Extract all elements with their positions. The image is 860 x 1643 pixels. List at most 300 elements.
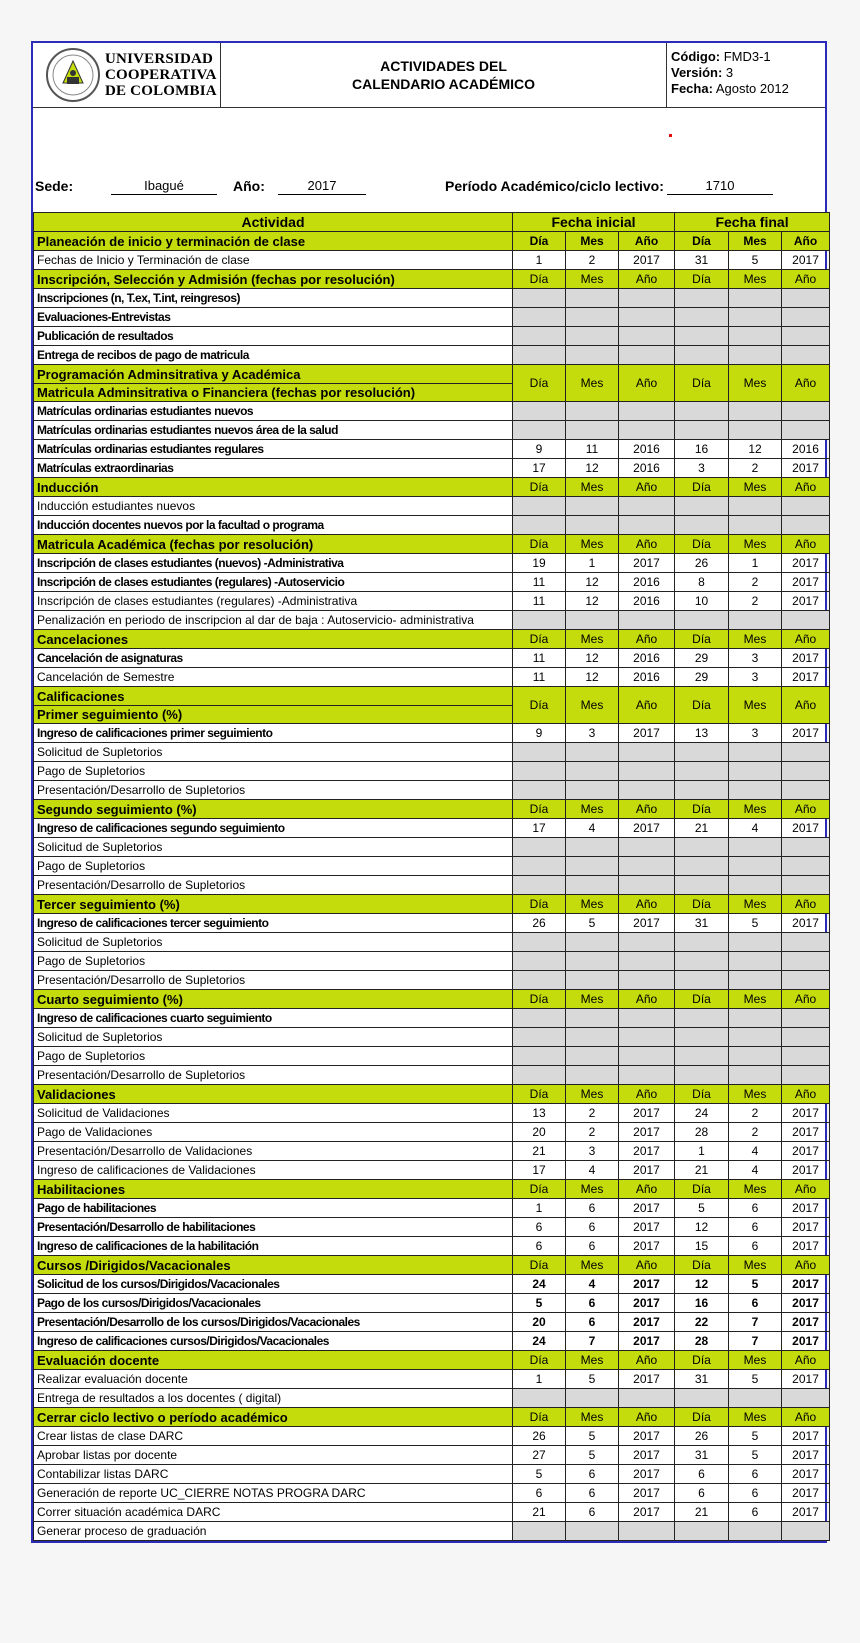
start-date-cell: 2017 (619, 1370, 675, 1389)
column-label-mes: Mes (729, 365, 782, 402)
empty-date-cell (566, 421, 619, 440)
column-label-dia: Día (513, 535, 566, 554)
start-date-cell: 2017 (619, 1332, 675, 1351)
table-row (34, 857, 830, 876)
column-label-mes: Mes (729, 270, 782, 289)
blank-area (33, 108, 825, 164)
start-date-cell: 6 (566, 1294, 619, 1313)
column-label-mes: Mes (566, 478, 619, 497)
column-label-anio: Año (619, 800, 675, 819)
end-date-cell: 2 (729, 1104, 782, 1123)
column-label-anio: Año (782, 1085, 830, 1104)
table-row (34, 1332, 830, 1351)
empty-date-cell (782, 289, 830, 308)
empty-date-cell (729, 497, 782, 516)
activity-label: Solicitud de Validaciones (34, 1104, 513, 1123)
empty-date-cell (729, 876, 782, 895)
end-date-cell: 2 (729, 459, 782, 478)
column-label-mes: Mes (566, 1180, 619, 1199)
empty-date-cell (566, 289, 619, 308)
activity-label: Crear listas de clase DARC (34, 1427, 513, 1446)
start-date-cell: 11 (566, 440, 619, 459)
empty-date-cell (513, 1522, 566, 1541)
activity-label: Matrículas ordinarias estudiantes nuevos (34, 402, 513, 421)
column-label-dia: Día (675, 270, 729, 289)
empty-date-cell (729, 838, 782, 857)
start-date-cell: 2016 (619, 668, 675, 687)
table-row (34, 1142, 830, 1161)
start-date-cell: 12 (566, 668, 619, 687)
column-label-mes: Mes (729, 1351, 782, 1370)
empty-date-cell (675, 346, 729, 365)
start-date-cell: 12 (566, 649, 619, 668)
activity-label: Presentación/Desarrollo de Supletorios (34, 781, 513, 800)
start-date-cell: 6 (566, 1313, 619, 1332)
column-label-anio: Año (782, 1180, 830, 1199)
start-date-cell: 3 (566, 1142, 619, 1161)
empty-date-cell (782, 1009, 830, 1028)
column-label-mes: Mes (566, 365, 619, 402)
end-date-cell: 2017 (782, 1370, 830, 1389)
table-row (34, 327, 830, 346)
start-date-cell: 1 (513, 1199, 566, 1218)
start-date-cell: 9 (513, 724, 566, 743)
column-label-mes: Mes (729, 535, 782, 554)
end-date-cell: 16 (675, 440, 729, 459)
start-date-cell: 3 (566, 724, 619, 743)
start-date-cell: 2016 (619, 440, 675, 459)
column-label-anio: Año (782, 1351, 830, 1370)
empty-date-cell (729, 1009, 782, 1028)
start-date-cell: 2 (566, 1104, 619, 1123)
table-row (34, 1294, 830, 1313)
end-date-cell: 2017 (782, 1313, 830, 1332)
empty-date-cell (782, 611, 830, 630)
activity-label: Presentación/Desarrollo de Supletorios (34, 876, 513, 895)
activity-label: Inscripción de clases estudiantes (regulares) -Administrativa (34, 592, 513, 611)
empty-date-cell (513, 308, 566, 327)
column-label-anio: Año (782, 895, 830, 914)
start-date-cell: 7 (566, 1332, 619, 1351)
column-label-anio: Año (619, 535, 675, 554)
empty-date-cell (513, 1389, 566, 1408)
end-date-cell: 2017 (782, 819, 830, 838)
section-title: Tercer seguimiento (%) (34, 895, 513, 914)
empty-date-cell (675, 1389, 729, 1408)
empty-date-cell (566, 743, 619, 762)
column-label-dia: Día (675, 630, 729, 649)
table-row (34, 1313, 830, 1332)
column-label-dia: Día (675, 365, 729, 402)
empty-date-cell (782, 497, 830, 516)
col-fecha-inicial: Fecha inicial (513, 213, 675, 232)
column-label-anio: Año (782, 232, 830, 251)
end-date-cell: 31 (675, 1370, 729, 1389)
section-header (34, 800, 830, 819)
end-date-cell: 5 (729, 1446, 782, 1465)
start-date-cell: 20 (513, 1123, 566, 1142)
empty-date-cell (513, 421, 566, 440)
end-date-cell: 4 (729, 1142, 782, 1161)
column-label-mes: Mes (729, 895, 782, 914)
start-date-cell: 1 (513, 251, 566, 270)
empty-date-cell (513, 838, 566, 857)
end-date-cell: 2017 (782, 251, 830, 270)
column-label-mes: Mes (566, 687, 619, 724)
table-row (34, 1028, 830, 1047)
empty-date-cell (729, 1389, 782, 1408)
end-date-cell: 2017 (782, 914, 830, 933)
start-date-cell: 13 (513, 1104, 566, 1123)
end-date-cell: 15 (675, 1237, 729, 1256)
column-label-anio: Año (619, 270, 675, 289)
end-date-cell: 5 (729, 914, 782, 933)
table-row (34, 724, 830, 743)
start-date-cell: 2017 (619, 1503, 675, 1522)
section-title: Cursos /Dirigidos/Vacacionales (34, 1256, 513, 1275)
end-date-cell: 3 (729, 724, 782, 743)
column-label-dia: Día (675, 1256, 729, 1275)
table-row (34, 971, 830, 990)
start-date-cell: 2016 (619, 649, 675, 668)
table-row (34, 1047, 830, 1066)
column-label-dia: Día (675, 990, 729, 1009)
empty-date-cell (619, 838, 675, 857)
empty-date-cell (675, 952, 729, 971)
empty-date-cell (619, 611, 675, 630)
end-date-cell: 2017 (782, 1446, 830, 1465)
empty-date-cell (513, 952, 566, 971)
section-title: Inducción (34, 478, 513, 497)
start-date-cell: 6 (566, 1237, 619, 1256)
column-label-dia: Día (513, 1180, 566, 1199)
column-label-mes: Mes (566, 800, 619, 819)
section-header (34, 270, 830, 289)
column-label-mes: Mes (566, 895, 619, 914)
empty-date-cell (619, 327, 675, 346)
end-date-cell: 2017 (782, 1427, 830, 1446)
empty-date-cell (782, 1066, 830, 1085)
activity-label: Penalización en periodo de inscripcion al dar de baja : Autoservicio- administrativa (34, 611, 513, 630)
column-label-mes: Mes (566, 535, 619, 554)
end-date-cell: 12 (675, 1218, 729, 1237)
activity-label: Ingreso de calificaciones primer seguimiento (34, 724, 513, 743)
column-label-anio: Año (782, 365, 830, 402)
column-label-anio: Año (619, 365, 675, 402)
end-date-cell: 7 (729, 1313, 782, 1332)
end-date-cell: 8 (675, 573, 729, 592)
activity-label: Entrega de resultados a los docentes ( digital) (34, 1389, 513, 1408)
end-date-cell: 3 (729, 668, 782, 687)
column-label-mes: Mes (566, 270, 619, 289)
empty-date-cell (729, 516, 782, 535)
section-header (34, 1351, 830, 1370)
anio-label: Año: (233, 178, 265, 194)
start-date-cell: 2016 (619, 573, 675, 592)
end-date-cell: 4 (729, 1161, 782, 1180)
empty-date-cell (566, 762, 619, 781)
table-row (34, 346, 830, 365)
start-date-cell: 2017 (619, 1465, 675, 1484)
table-row (34, 819, 830, 838)
section-title: Matricula Académica (fechas por resolución) (34, 535, 513, 554)
end-date-cell: 2017 (782, 668, 830, 687)
start-date-cell: 2017 (619, 1104, 675, 1123)
sede-value: Ibagué (111, 178, 217, 195)
periodo-value: 1710 (667, 178, 773, 195)
column-label-dia: Día (675, 535, 729, 554)
empty-date-cell (729, 308, 782, 327)
empty-date-cell (513, 781, 566, 800)
table-row (34, 611, 830, 630)
column-label-anio: Año (782, 535, 830, 554)
activity-label: Pago de habilitaciones (34, 1199, 513, 1218)
column-label-mes: Mes (566, 1408, 619, 1427)
start-date-cell: 11 (513, 592, 566, 611)
empty-date-cell (513, 876, 566, 895)
section-title: Cuarto seguimiento (%) (34, 990, 513, 1009)
end-date-cell: 6 (675, 1465, 729, 1484)
column-label-dia: Día (513, 1085, 566, 1104)
activity-label: Realizar evaluación docente (34, 1370, 513, 1389)
empty-date-cell (675, 516, 729, 535)
activity-label: Entrega de recibos de pago de matricula (34, 346, 513, 365)
table-row (34, 516, 830, 535)
end-date-cell: 2017 (782, 1503, 830, 1522)
empty-date-cell (566, 402, 619, 421)
column-label-anio: Año (782, 800, 830, 819)
column-label-anio: Año (782, 630, 830, 649)
column-label-anio: Año (619, 232, 675, 251)
table-row (34, 1237, 830, 1256)
table-row (34, 1370, 830, 1389)
empty-date-cell (675, 327, 729, 346)
periodo-label: Período Académico/ciclo lectivo: (445, 178, 664, 194)
column-label-anio: Año (619, 1085, 675, 1104)
empty-date-cell (619, 289, 675, 308)
end-date-cell: 5 (729, 1370, 782, 1389)
empty-date-cell (675, 971, 729, 990)
end-date-cell: 2017 (782, 1237, 830, 1256)
end-date-cell: 31 (675, 914, 729, 933)
empty-date-cell (782, 838, 830, 857)
info-line (33, 164, 825, 212)
end-date-cell: 24 (675, 1104, 729, 1123)
column-label-mes: Mes (566, 1256, 619, 1275)
empty-date-cell (566, 933, 619, 952)
table-row (34, 592, 830, 611)
empty-date-cell (782, 971, 830, 990)
empty-date-cell (566, 876, 619, 895)
table-row (34, 497, 830, 516)
start-date-cell: 11 (513, 649, 566, 668)
column-label-mes: Mes (729, 1256, 782, 1275)
activity-label: Inducción estudiantes nuevos (34, 497, 513, 516)
start-date-cell: 6 (566, 1218, 619, 1237)
col-actividad: Actividad (34, 213, 513, 232)
empty-date-cell (513, 516, 566, 535)
column-label-anio: Año (619, 1351, 675, 1370)
empty-date-cell (729, 1522, 782, 1541)
empty-date-cell (782, 762, 830, 781)
empty-date-cell (675, 289, 729, 308)
empty-date-cell (619, 402, 675, 421)
start-date-cell: 2016 (619, 459, 675, 478)
section-header (34, 990, 830, 1009)
start-date-cell: 12 (566, 573, 619, 592)
start-date-cell: 5 (566, 1446, 619, 1465)
start-date-cell: 17 (513, 819, 566, 838)
start-date-cell: 2017 (619, 1484, 675, 1503)
start-date-cell: 12 (566, 459, 619, 478)
end-date-cell: 2017 (782, 1142, 830, 1161)
end-date-cell: 2017 (782, 649, 830, 668)
empty-date-cell (782, 952, 830, 971)
activity-label: Presentación/Desarrollo de los cursos/Dirigidos/Vacacionales (34, 1313, 513, 1332)
activity-label: Ingreso de calificaciones cuarto seguimiento (34, 1009, 513, 1028)
empty-date-cell (729, 1066, 782, 1085)
empty-date-cell (675, 1522, 729, 1541)
table-row (34, 402, 830, 421)
start-date-cell: 2017 (619, 914, 675, 933)
empty-date-cell (513, 1047, 566, 1066)
end-date-cell: 2017 (782, 724, 830, 743)
empty-date-cell (729, 402, 782, 421)
activity-label: Matrículas extraordinarias (34, 459, 513, 478)
table-row (34, 914, 830, 933)
sede-label: Sede: (35, 178, 74, 194)
activity-label: Contabilizar listas DARC (34, 1465, 513, 1484)
university-logo (33, 43, 221, 107)
start-date-cell: 9 (513, 440, 566, 459)
empty-date-cell (513, 402, 566, 421)
end-date-cell: 2017 (782, 1294, 830, 1313)
table-row (34, 649, 830, 668)
empty-date-cell (782, 308, 830, 327)
section-title: Validaciones (34, 1085, 513, 1104)
start-date-cell: 2017 (619, 1142, 675, 1161)
end-date-cell: 6 (729, 1294, 782, 1313)
empty-date-cell (566, 971, 619, 990)
table-row (34, 668, 830, 687)
end-date-cell: 4 (729, 819, 782, 838)
empty-date-cell (729, 289, 782, 308)
empty-date-cell (619, 1028, 675, 1047)
end-date-cell: 21 (675, 1503, 729, 1522)
empty-date-cell (513, 289, 566, 308)
start-date-cell: 2016 (619, 592, 675, 611)
start-date-cell: 24 (513, 1275, 566, 1294)
table-header (34, 213, 830, 232)
calendar-sheet (31, 41, 827, 1543)
column-label-anio: Año (782, 687, 830, 724)
end-date-cell: 2017 (782, 1104, 830, 1123)
university-name: UNIVERSIDAD COOPERATIVA DE COLOMBIA (105, 51, 217, 99)
start-date-cell: 2017 (619, 724, 675, 743)
table-row (34, 1389, 830, 1408)
empty-date-cell (566, 1028, 619, 1047)
start-date-cell: 6 (566, 1484, 619, 1503)
end-date-cell: 26 (675, 554, 729, 573)
activity-label: Inducción docentes nuevos por la facultad o programa (34, 516, 513, 535)
section-title: Evaluación docente (34, 1351, 513, 1370)
column-label-mes: Mes (729, 478, 782, 497)
empty-date-cell (619, 1066, 675, 1085)
start-date-cell: 2017 (619, 1237, 675, 1256)
red-mark (669, 134, 672, 137)
activity-label: Solicitud de Supletorios (34, 1028, 513, 1047)
empty-date-cell (782, 933, 830, 952)
start-date-cell: 1 (566, 554, 619, 573)
column-label-anio: Año (619, 990, 675, 1009)
table-row (34, 1218, 830, 1237)
activity-label: Pago de Supletorios (34, 857, 513, 876)
activity-label: Solicitud de Supletorios (34, 933, 513, 952)
section-header (34, 1408, 830, 1427)
start-date-cell: 24 (513, 1332, 566, 1351)
empty-date-cell (675, 781, 729, 800)
section-title: Inscripción, Selección y Admisión (fechas por resolución) (34, 270, 513, 289)
section-title: Habilitaciones (34, 1180, 513, 1199)
start-date-cell: 12 (566, 592, 619, 611)
table-row (34, 1009, 830, 1028)
activity-label: Presentación/Desarrollo de Validaciones (34, 1142, 513, 1161)
start-date-cell: 6 (513, 1237, 566, 1256)
end-date-cell: 5 (729, 251, 782, 270)
column-label-anio: Año (619, 1256, 675, 1275)
col-fecha-final: Fecha final (675, 213, 830, 232)
start-date-cell: 26 (513, 914, 566, 933)
empty-date-cell (619, 516, 675, 535)
activity-label: Fechas de Inicio y Terminación de clase (34, 251, 513, 270)
empty-date-cell (619, 876, 675, 895)
start-date-cell: 2017 (619, 1123, 675, 1142)
column-label-anio: Año (619, 1180, 675, 1199)
empty-date-cell (782, 743, 830, 762)
activity-label: Aprobar listas por docente (34, 1446, 513, 1465)
end-date-cell: 28 (675, 1332, 729, 1351)
end-date-cell: 2 (729, 1123, 782, 1142)
start-date-cell: 20 (513, 1313, 566, 1332)
activity-label: Cancelación de asignaturas (34, 649, 513, 668)
table-row (34, 743, 830, 762)
activity-label: Matrículas ordinarias estudiantes regulares (34, 440, 513, 459)
empty-date-cell (566, 1522, 619, 1541)
start-date-cell: 2017 (619, 1199, 675, 1218)
activity-label: Pago de Supletorios (34, 1047, 513, 1066)
empty-date-cell (729, 857, 782, 876)
empty-date-cell (675, 933, 729, 952)
start-date-cell: 2017 (619, 554, 675, 573)
column-label-dia: Día (513, 478, 566, 497)
end-date-cell: 28 (675, 1123, 729, 1142)
empty-date-cell (729, 781, 782, 800)
empty-date-cell (675, 762, 729, 781)
empty-date-cell (675, 1047, 729, 1066)
empty-date-cell (513, 1028, 566, 1047)
column-label-dia: Día (513, 270, 566, 289)
section-title: Cancelaciones (34, 630, 513, 649)
empty-date-cell (782, 327, 830, 346)
table-row (34, 1484, 830, 1503)
start-date-cell: 2017 (619, 1161, 675, 1180)
empty-date-cell (619, 857, 675, 876)
column-label-dia: Día (675, 687, 729, 724)
start-date-cell: 2017 (619, 1294, 675, 1313)
section-header (34, 687, 830, 724)
empty-date-cell (619, 933, 675, 952)
section-header (34, 1085, 830, 1104)
